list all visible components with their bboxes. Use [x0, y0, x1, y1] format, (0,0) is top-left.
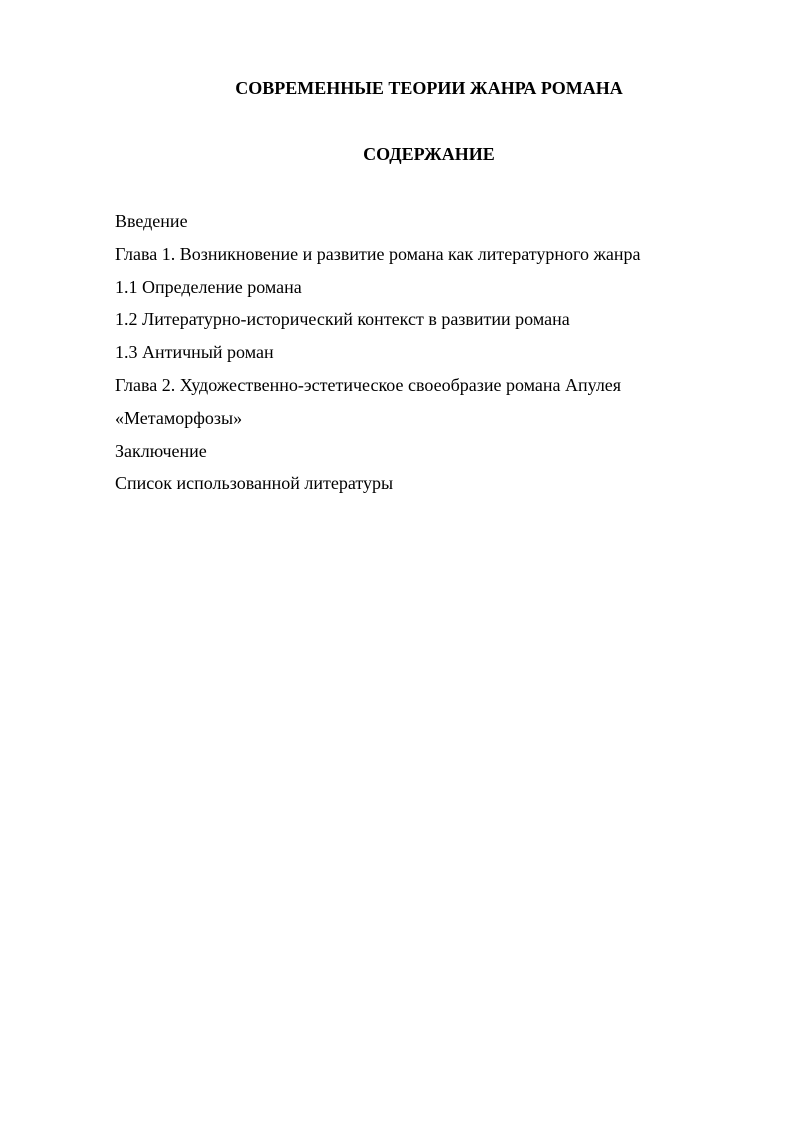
- table-of-contents: [115, 205, 695, 500]
- toc-item-chapter-2: Глава 2. Художественно-эстетическое своеобразие романа Апулея: [115, 374, 622, 395]
- toc-item-conclusion: Заключение: [115, 440, 207, 461]
- toc-item-chapter-1: Глава 1. Возникновение и развитие романа как литературного жанра: [115, 243, 641, 264]
- toc-item-bibliography: Список использованной литературы: [115, 473, 394, 494]
- toc-item-section-1-3: 1.3 Античный роман: [115, 342, 274, 363]
- toc-item-section-1-1: 1.1 Определение романа: [115, 276, 302, 297]
- toc-heading: СОДЕРЖАНИЕ: [363, 144, 495, 164]
- toc-item-chapter-2-continued: «Метаморфозы»: [115, 407, 243, 428]
- toc-item-section-1-2: 1.2 Литературно-исторический контекст в развитии романа: [115, 309, 570, 330]
- document-title: СОВРЕМЕННЫЕ ТЕОРИИ ЖАНРА РОМАНА: [235, 78, 623, 98]
- toc-item-introduction: Введение: [115, 211, 188, 231]
